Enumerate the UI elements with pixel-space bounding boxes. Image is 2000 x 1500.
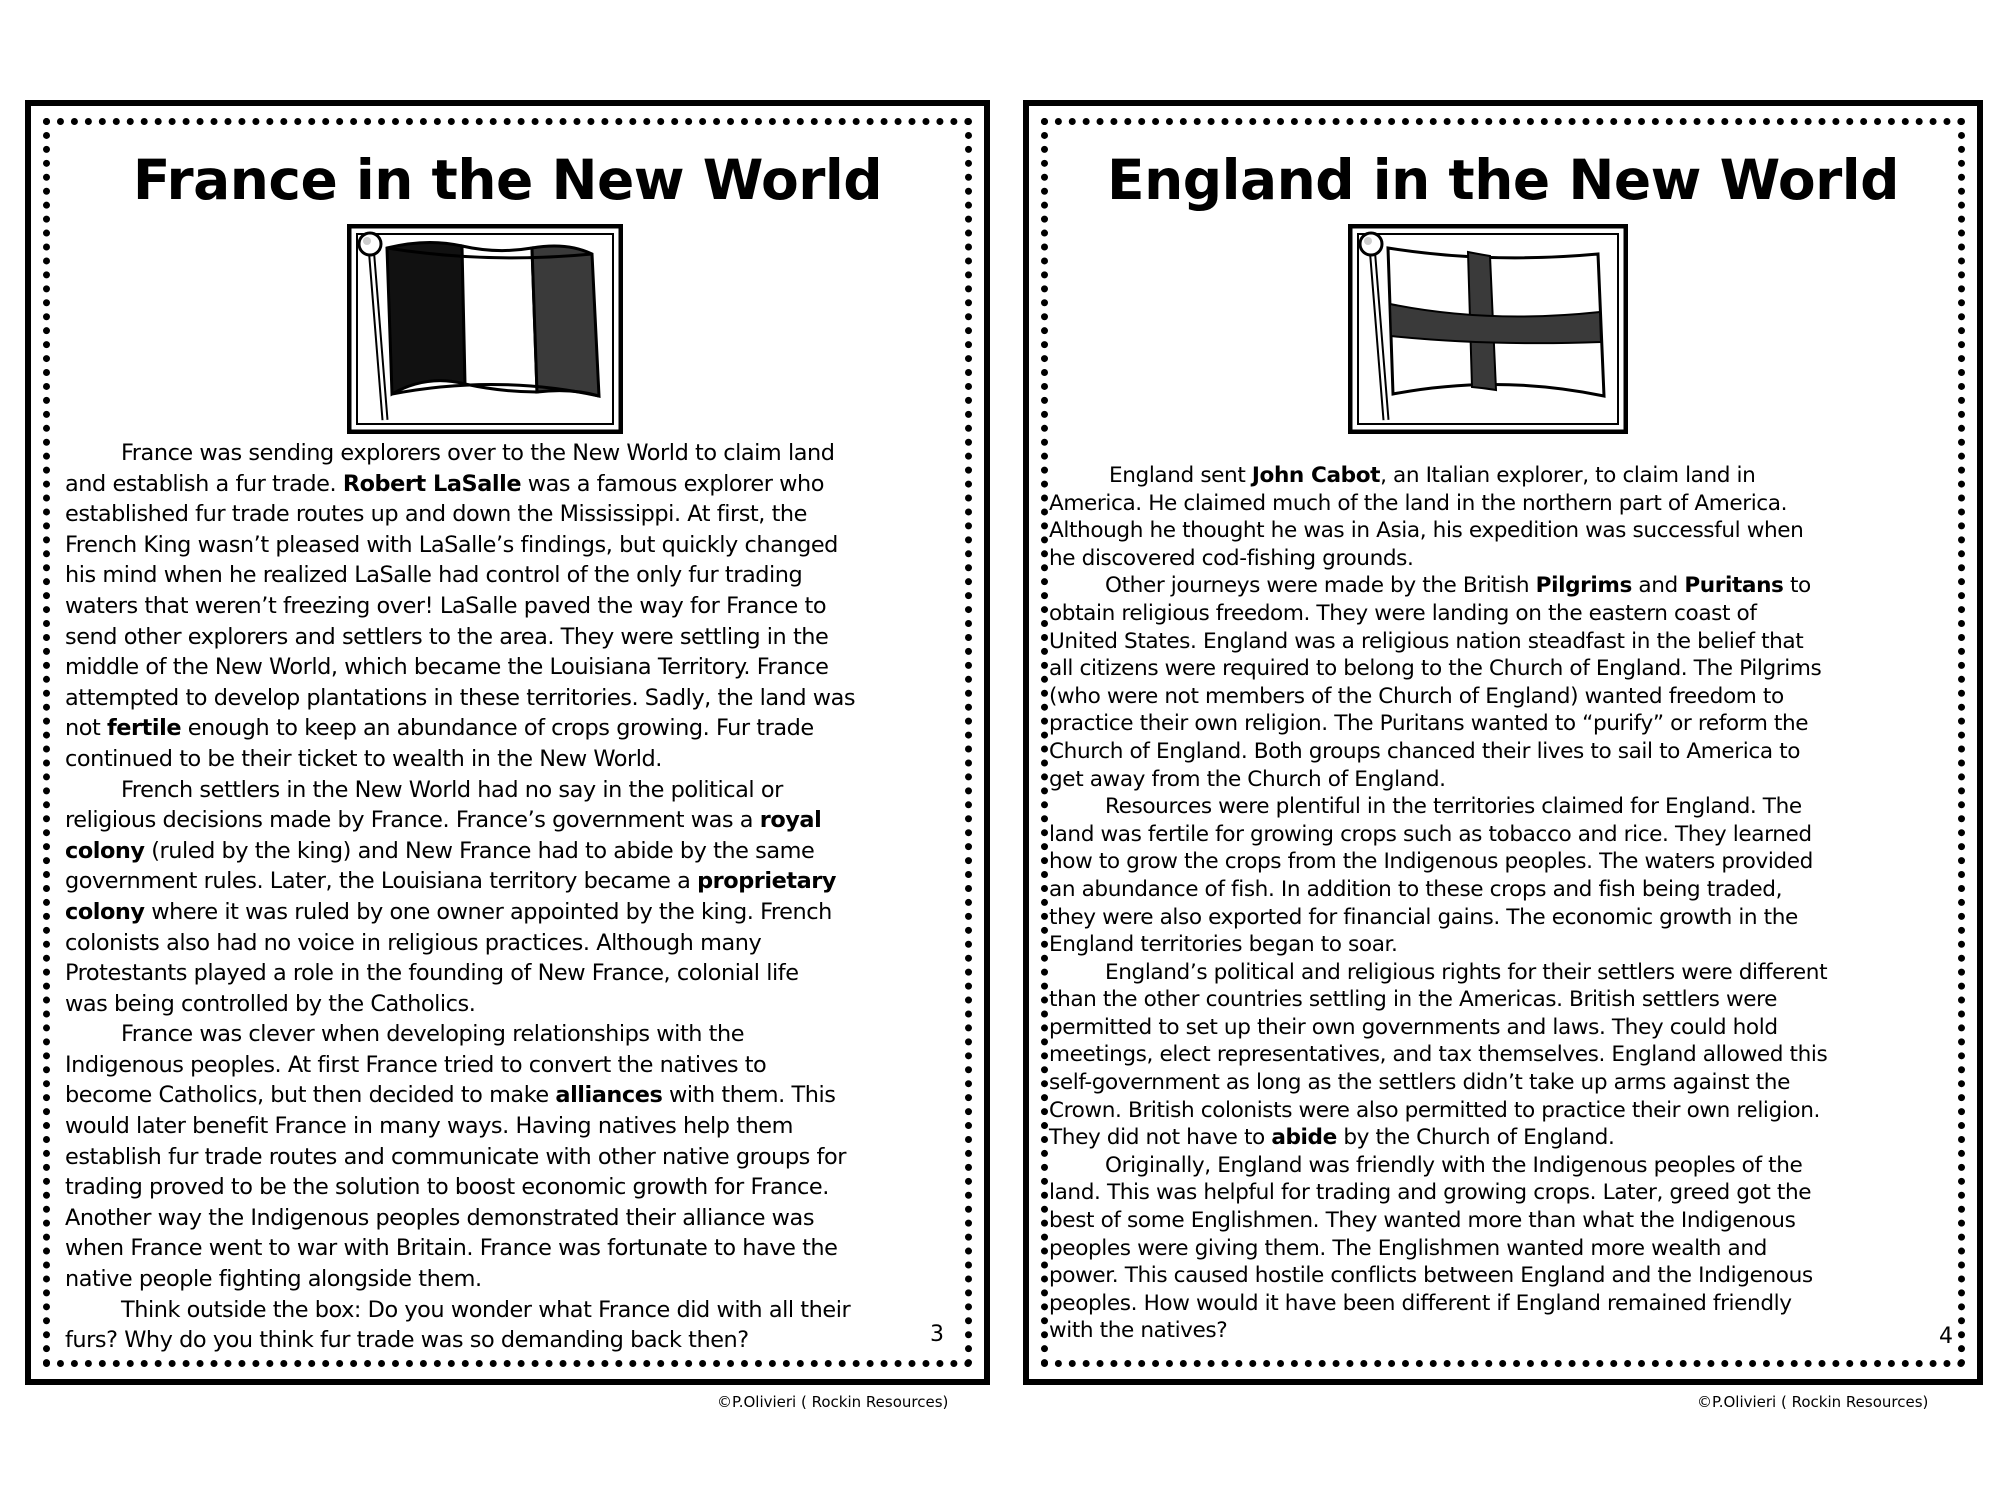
text-run: than the other countries settling in the Americas. British settlers were	[1049, 987, 1777, 1013]
text-run: native people fighting alongside them.	[65, 1266, 482, 1293]
text-run: furs? Why do you think fur trade was so demanding back then?	[65, 1327, 749, 1354]
text-line	[1049, 793, 1827, 821]
key-term: fertile	[107, 715, 182, 742]
text-line	[1049, 1014, 1827, 1042]
text-line	[65, 1111, 855, 1142]
text-line	[65, 713, 855, 744]
text-line	[65, 958, 855, 989]
text-line	[1049, 517, 1827, 545]
page-number: 4	[1939, 1324, 1953, 1349]
text-line	[65, 652, 855, 683]
text-line	[1049, 931, 1827, 959]
text-line	[1049, 1041, 1827, 1069]
text-line	[65, 928, 855, 959]
key-term: colony	[65, 898, 145, 925]
text-line	[65, 897, 855, 928]
page-title: France in the New World	[132, 148, 883, 212]
text-run: (who were not members of the Church of England) wanted freedom to	[1049, 683, 1784, 709]
key-term: Pilgrims	[1535, 573, 1632, 599]
text-line	[65, 622, 855, 653]
text-run: with the natives?	[1049, 1318, 1228, 1344]
text-run: America. He claimed much of the land in the northern part of America.	[1049, 490, 1788, 516]
text-run: by the Church of England.	[1336, 1125, 1615, 1151]
key-term: abide	[1271, 1125, 1337, 1151]
text-line	[65, 775, 855, 806]
text-run: to	[1783, 573, 1811, 599]
text-line	[1049, 1207, 1827, 1235]
text-line	[1049, 1317, 1827, 1345]
text-run: get away from the Church of England.	[1049, 766, 1446, 792]
text-line	[65, 1080, 855, 1111]
text-run: send other explorers and settlers to the area. They were settling in the	[65, 623, 829, 650]
text-line	[1049, 628, 1827, 656]
text-run: was a famous explorer who	[521, 470, 825, 497]
text-line	[1049, 710, 1827, 738]
text-line	[65, 1172, 855, 1203]
text-run: power. This caused hostile conflicts between England and the Indigenous	[1049, 1263, 1813, 1289]
text-run: meetings, elect representatives, and tax themselves. England allowed this	[1049, 1042, 1828, 1068]
text-line	[1049, 600, 1827, 628]
text-run: colonists also had no voice in religious practices. Although many	[65, 929, 762, 956]
text-line	[1049, 848, 1827, 876]
text-run: middle of the New World, which became the Louisiana Territory. France	[65, 654, 829, 681]
text-run: not	[65, 715, 107, 742]
text-run: permitted to set up their own governments and laws. They could hold	[1049, 1014, 1778, 1040]
text-run: Another way the Indigenous peoples demonstrated their alliance was	[65, 1204, 815, 1231]
text-run: enough to keep an abundance of crops growing. Fur trade	[181, 715, 814, 742]
text-run: Think outside the box: Do you wonder what France did with all their	[121, 1296, 851, 1323]
text-run: They did not have to	[1049, 1125, 1272, 1151]
text-run: best of some Englishmen. They wanted more than what the Indigenous	[1049, 1208, 1796, 1234]
text-run: peoples. How would it have been different if England remained friendly	[1049, 1290, 1792, 1316]
article-body	[65, 438, 855, 1356]
text-run: Church of England. Both groups chanced their lives to sail to America to	[1049, 738, 1801, 764]
text-run: established fur trade routes up and down the Mississippi. At first, the	[65, 501, 807, 528]
text-run: practice their own religion. The Puritans wanted to “purify” or reform the	[1049, 711, 1809, 737]
text-run: and	[1631, 573, 1685, 599]
text-run: England sent	[1109, 463, 1252, 488]
key-term: Robert LaSalle	[342, 470, 522, 497]
text-line	[1049, 986, 1827, 1014]
text-line	[65, 683, 855, 714]
text-line	[1049, 821, 1827, 849]
text-run: government rules. Later, the Louisiana territory became a	[65, 868, 698, 895]
text-run: how to grow the crops from the Indigenous peoples. The waters provided	[1049, 849, 1813, 875]
text-line	[1049, 1262, 1827, 1290]
text-line	[65, 1233, 855, 1264]
text-run: Indigenous peoples. At first France tried to convert the natives to	[65, 1051, 767, 1078]
text-run: was being controlled by the Catholics.	[65, 990, 476, 1017]
text-run: Protestants played a role in the founding of New France, colonial life	[65, 960, 799, 987]
copyright-text: ©P.Olivieri ( Rockin Resources)	[1697, 1393, 1929, 1411]
text-run: Although he thought he was in Asia, his expedition was successful when	[1049, 518, 1804, 544]
text-line	[1049, 683, 1827, 711]
text-line	[65, 560, 855, 591]
text-line	[65, 530, 855, 561]
text-run: England’s political and religious rights for their settlers were different	[1105, 959, 1828, 985]
text-line	[1049, 904, 1827, 932]
text-line	[1049, 1124, 1827, 1152]
text-line	[1049, 738, 1827, 766]
text-line	[65, 1203, 855, 1234]
text-line	[65, 805, 855, 836]
key-term: alliances	[555, 1082, 663, 1109]
page-title: England in the New World	[1107, 148, 1899, 212]
text-run: become Catholics, but then decided to make	[65, 1082, 556, 1109]
text-run: attempted to develop plantations in these territories. Sadly, the land was	[65, 684, 856, 711]
text-line	[1049, 1179, 1827, 1207]
french-flag-icon	[347, 224, 623, 434]
text-run: Other journeys were made by the British	[1105, 573, 1536, 599]
text-run: and establish a fur trade.	[65, 470, 343, 497]
text-run: obtain religious freedom. They were landing on the eastern coast of	[1049, 600, 1757, 626]
text-line	[1049, 1069, 1827, 1097]
key-term: colony	[65, 837, 145, 864]
text-run: land was fertile for growing crops such as tobacco and rice. They learned	[1049, 821, 1812, 847]
text-line	[65, 1325, 855, 1356]
text-run: United States. England was a religious nation steadfast in the belief that	[1049, 628, 1804, 654]
text-run: trading proved to be the solution to boost economic growth for France.	[65, 1174, 829, 1201]
key-term: Puritans	[1684, 573, 1784, 599]
text-run: when France went to war with Britain. France was fortunate to have the	[65, 1235, 838, 1262]
text-line	[1049, 959, 1827, 987]
text-run: peoples were giving them. The Englishmen wanted more wealth and	[1049, 1235, 1767, 1261]
text-run: French King wasn’t pleased with LaSalle’s findings, but quickly changed	[65, 531, 838, 558]
text-run: religious decisions made by France. France’s government was a	[65, 807, 760, 834]
text-run: waters that weren’t freezing over! LaSalle paved the way for France to	[65, 592, 827, 619]
text-line	[1049, 572, 1827, 600]
text-line	[65, 1050, 855, 1081]
text-run: they were also exported for financial gains. The economic growth in the	[1049, 904, 1798, 930]
text-run: Resources were plentiful in the territories claimed for England. The	[1105, 794, 1802, 820]
page-france	[25, 100, 990, 1385]
text-line	[65, 989, 855, 1020]
text-run: with them. This	[662, 1082, 836, 1109]
text-run: French settlers in the New World had no say in the political or	[121, 776, 783, 803]
text-run: Crown. British colonists were also permitted to practice their own religion.	[1049, 1097, 1820, 1123]
text-line	[65, 1264, 855, 1295]
text-line	[65, 744, 855, 775]
text-run: where it was ruled by one owner appointed by the king. French	[144, 898, 832, 925]
text-run: France was clever when developing relationships with the	[121, 1021, 745, 1048]
page-number: 3	[930, 1322, 944, 1347]
text-line	[1049, 1235, 1827, 1263]
text-run: land. This was helpful for trading and growing crops. Later, greed got the	[1049, 1180, 1812, 1206]
text-line	[1049, 876, 1827, 904]
text-run: all citizens were required to belong to the Church of England. The Pilgrims	[1049, 656, 1822, 682]
english-flag-icon	[1348, 224, 1628, 434]
key-term: royal	[759, 807, 822, 834]
key-term: proprietary	[697, 868, 836, 895]
text-run: establish fur trade routes and communicate with other native groups for	[65, 1143, 846, 1170]
text-line	[65, 1295, 855, 1326]
text-run: continued to be their ticket to wealth in the New World.	[65, 745, 662, 772]
text-run: an abundance of fish. In addition to these crops and fish being traded,	[1049, 876, 1783, 902]
text-line	[65, 1019, 855, 1050]
text-line	[65, 499, 855, 530]
text-line	[65, 438, 855, 469]
article-body	[1049, 462, 1827, 1345]
text-run: France was sending explorers over to the New World to claim land	[121, 440, 835, 466]
text-run: England territories began to soar.	[1049, 932, 1398, 958]
text-run: self-government as long as the settlers didn’t take up arms against the	[1049, 1070, 1790, 1096]
text-line	[65, 836, 855, 867]
text-line	[65, 469, 855, 500]
text-line	[65, 1142, 855, 1173]
text-line	[1049, 1290, 1827, 1318]
text-run: , an Italian explorer, to claim land in	[1380, 463, 1756, 488]
text-run: he discovered cod-fishing grounds.	[1049, 545, 1414, 571]
text-line	[65, 591, 855, 622]
text-line	[1049, 490, 1827, 518]
text-line	[65, 866, 855, 897]
key-term: John Cabot	[1251, 463, 1381, 488]
text-run: his mind when he realized LaSalle had control of the only fur trading	[65, 562, 803, 589]
text-line	[1049, 766, 1827, 794]
text-run: (ruled by the king) and New France had to abide by the same	[144, 837, 815, 864]
text-line	[1049, 545, 1827, 573]
text-line	[1049, 1097, 1827, 1125]
page-england	[1023, 100, 1983, 1385]
text-run: would later benefit France in many ways. Having natives help them	[65, 1113, 793, 1140]
text-line	[1049, 462, 1827, 490]
copyright-text: ©P.Olivieri ( Rockin Resources)	[717, 1393, 949, 1411]
text-line	[1049, 1152, 1827, 1180]
text-run: Originally, England was friendly with the Indigenous peoples of the	[1105, 1152, 1803, 1178]
text-line	[1049, 655, 1827, 683]
